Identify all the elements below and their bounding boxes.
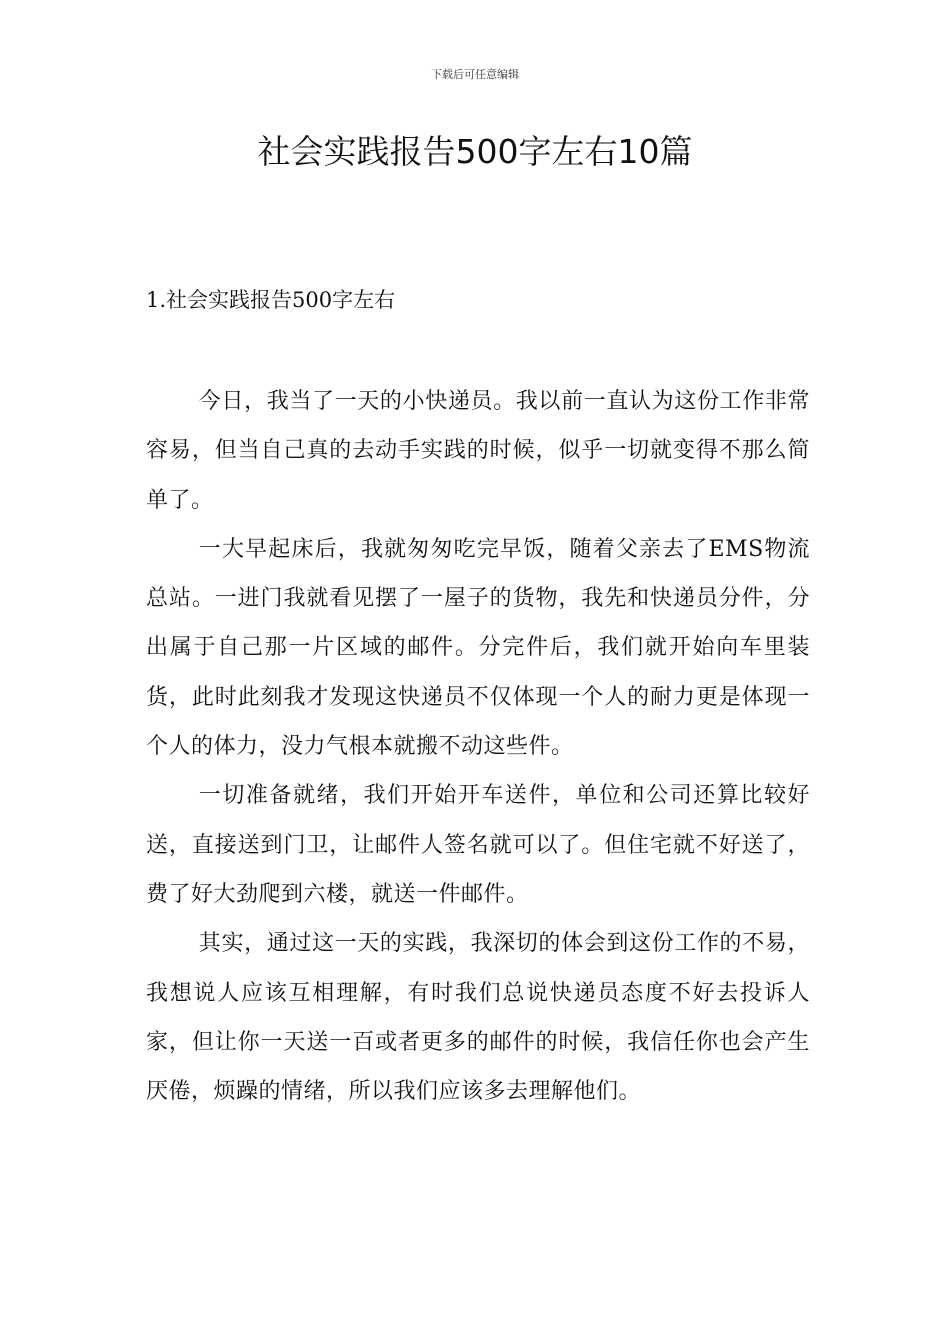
header-note: 下载后可任意编辑 [431, 68, 519, 81]
paragraph-1: 今日，我当了一天的小快递员。我以前一直认为这份工作非常容易，但当自己真的去动手实践的时候，似乎一切就变得不那么简单了。 [146, 389, 810, 513]
document-title: 社会实践报告500字左右10篇 [257, 132, 693, 171]
paragraph-4: 其实，通过这一天的实践，我深切的体会到这份工作的不易，我想说人应该互相理解，有时我们总说快递员态度不好去投诉人家，但让你一天送一百或者更多的邮件的时候，我信任你也会产生厌倦，烦躁的情绪，所以我们应该多去理解他们。 [146, 931, 810, 1105]
paragraph-3: 一切准备就绪，我们开始开车送件，单位和公司还算比较好送，直接送到门卫，让邮件人签名就可以了。但住宅就不好送了，费了好大劲爬到六楼，就送一件邮件。 [146, 783, 810, 907]
section-body [146, 377, 810, 1116]
section-heading: 1.社会实践报告500字左右 [146, 288, 396, 312]
paragraph-2: 一大早起床后，我就匆匆吃完早饭，随着父亲去了EMS物流总站。一进门我就看见摆了一屋子的货物，我先和快递员分件，分出属于自己那一片区域的邮件。分完件后，我们就开始向车里装货，此时此刻我才发现这快递员不仅体现一个人的耐力更是体现一个人的体力，没力气根本就搬不动这些件。 [146, 536, 810, 760]
